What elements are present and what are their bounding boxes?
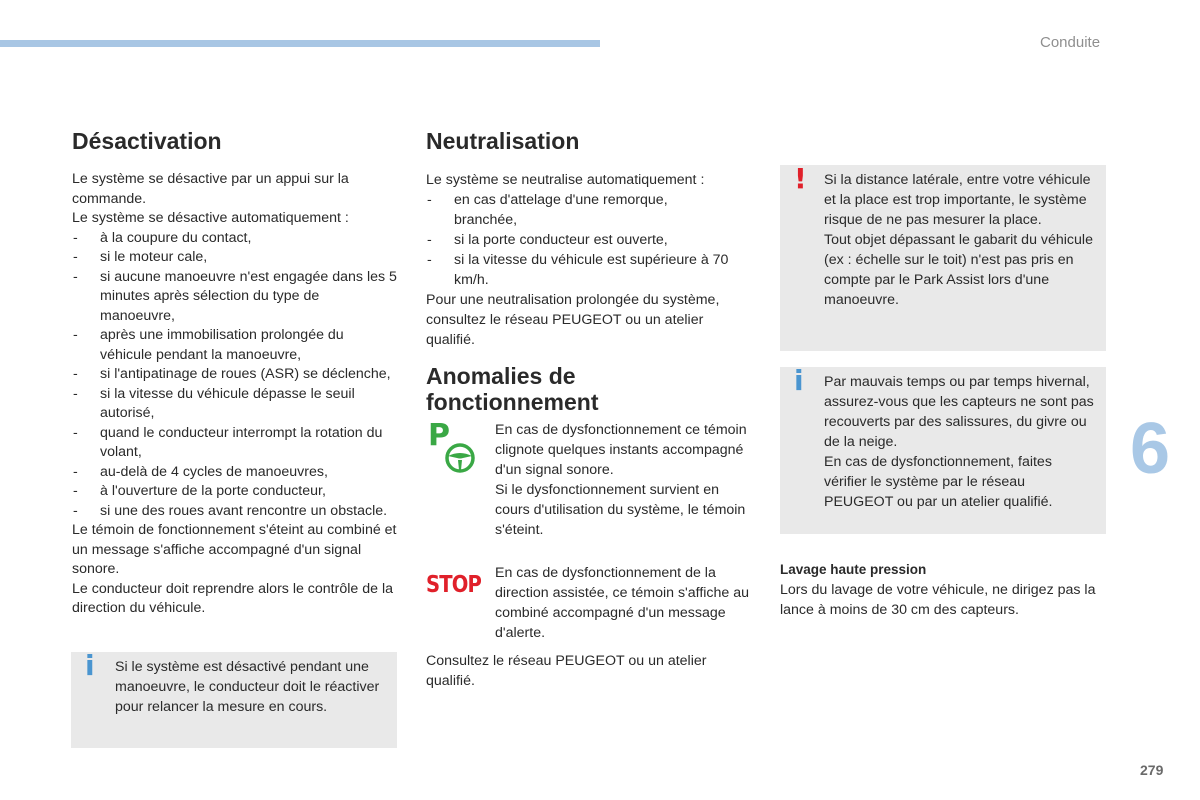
deactivation-indicator-text: Le témoin de fonctionnement s'éteint au combiné et un message s'affiche accompagné d'un signal sonore. xyxy=(72,522,397,577)
pressure-wash-text: Lors du lavage de votre véhicule, ne dirigez pas la lance à moins de 30 cm des capteurs. xyxy=(780,582,1096,618)
note-text: Si le système est désactivé pendant une manoeuvre, le conducteur doit le réactiver pour relancer la mesure en cours. xyxy=(115,659,380,715)
anomaly-park-assist xyxy=(426,420,756,545)
list-item: - après une immobilisation prolongée du véhicule pendant la manoeuvre, xyxy=(72,326,397,365)
list-item: - si le moteur cale, xyxy=(72,248,397,268)
warning-icon: ! xyxy=(794,162,807,195)
info-text-2: En cas de dysfonctionnement, faites vérifier le système par le réseau PEUGEOT ou par un atelier qualifié. xyxy=(824,454,1053,510)
anomaly-power-steering-text: En cas de dysfonctionnement de la direction assistée, ce témoin s'affiche au combiné accompagné d'un message d'alerte. xyxy=(495,565,750,641)
anomalies-heading xyxy=(426,363,751,415)
anomaly-text-1: En cas de dysfonctionnement ce témoin clignote quelques instants accompagné d'un signal sonore. xyxy=(495,422,747,478)
list-item: - quand le conducteur interrompt la rotation du volant, xyxy=(72,424,397,463)
anomalies-heading-line2: fonctionnement xyxy=(426,389,599,415)
neutralisation-list xyxy=(426,190,751,290)
chapter-number: 6 xyxy=(1130,409,1171,489)
deactivation-auto-intro: Le système se désactive automatiquement : xyxy=(72,210,349,226)
park-assist-p-icon: P xyxy=(428,418,450,453)
info-icon: i xyxy=(794,364,804,397)
neutralisation-extended-text: Pour une neutralisation prolongée du système, consultez le réseau PEUGEOT ou un atelier qualifié. xyxy=(426,292,720,348)
header-accent-bar xyxy=(0,40,600,47)
pressure-wash-heading: Lavage haute pression xyxy=(780,562,927,577)
warning-text-2: Tout objet dépassant le gabarit du véhicule (ex : échelle sur le toit) n'est pas pris en compte par le Park Assist lors d'une manoeuvre. xyxy=(824,232,1093,308)
deactivation-heading: Désactivation xyxy=(72,128,222,154)
anomaly-power-steering xyxy=(426,563,756,648)
list-item: - si l'antipatinage de roues (ASR) se déclenche, xyxy=(72,365,397,385)
info-note-weather xyxy=(780,364,1106,534)
warning-note xyxy=(780,162,1106,351)
info-icon: i xyxy=(85,649,95,682)
list-item: - si la vitesse du véhicule dépasse le seuil autorisé, xyxy=(72,385,397,424)
consult-text: Consultez le réseau PEUGEOT ou un atelier qualifié. xyxy=(426,653,707,689)
info-note-deactivation xyxy=(71,649,397,748)
warning-note-text xyxy=(824,170,1096,310)
stop-icon: STOP xyxy=(426,572,481,598)
list-item: - si aucune manoeuvre n'est engagée dans les 5 minutes après sélection du type de manoeuvre, xyxy=(72,268,397,327)
pressure-wash-section xyxy=(780,560,1110,620)
list-item: - si une des roues avant rencontre un obstacle. xyxy=(72,502,397,522)
page-number: 279 xyxy=(1140,762,1164,778)
info-note-text xyxy=(824,372,1096,512)
deactivation-intro: Le système se désactive par un appui sur la commande. xyxy=(72,171,349,207)
info-text-1: Par mauvais temps ou par temps hivernal, assurez-vous que les capteurs ne sont pas recouverts par des salissures, du givre ou de la neige. xyxy=(824,374,1094,450)
deactivation-section xyxy=(72,128,397,619)
steering-wheel-icon xyxy=(445,443,475,473)
stop-indicator xyxy=(426,572,491,598)
list-item: - à la coupure du contact, xyxy=(72,229,397,249)
park-assist-indicator xyxy=(426,418,486,474)
neutralisation-section xyxy=(426,128,751,350)
list-item: - si la porte conducteur est ouverte, xyxy=(426,230,751,250)
warning-text-1: Si la distance latérale, entre votre véhicule et la place est trop importante, le système risque de ne pas mesurer la place. xyxy=(824,172,1091,228)
neutralisation-intro: Le système se neutralise automatiquement : xyxy=(426,172,705,188)
deactivation-list xyxy=(72,229,397,522)
anomaly-park-assist-text xyxy=(495,420,757,540)
section-title: Conduite xyxy=(1040,34,1101,51)
anomaly-text-2: Si le dysfonctionnement survient en cours d'utilisation du système, le témoin s'éteint. xyxy=(495,482,746,538)
anomalies-heading-line1: Anomalies de xyxy=(426,363,576,389)
list-item: - au-delà de 4 cycles de manoeuvres, xyxy=(72,463,397,483)
deactivation-driver-text: Le conducteur doit reprendre alors le contrôle de la direction du véhicule. xyxy=(72,580,393,616)
list-item: - à l'ouverture de la porte conducteur, xyxy=(72,482,397,502)
neutralisation-heading: Neutralisation xyxy=(426,128,580,154)
list-item: - en cas d'attelage d'une remorque, branchée, xyxy=(426,190,751,230)
anomalies-consult-text xyxy=(426,651,751,691)
list-item: - si la vitesse du véhicule est supérieure à 70 km/h. xyxy=(426,250,751,290)
